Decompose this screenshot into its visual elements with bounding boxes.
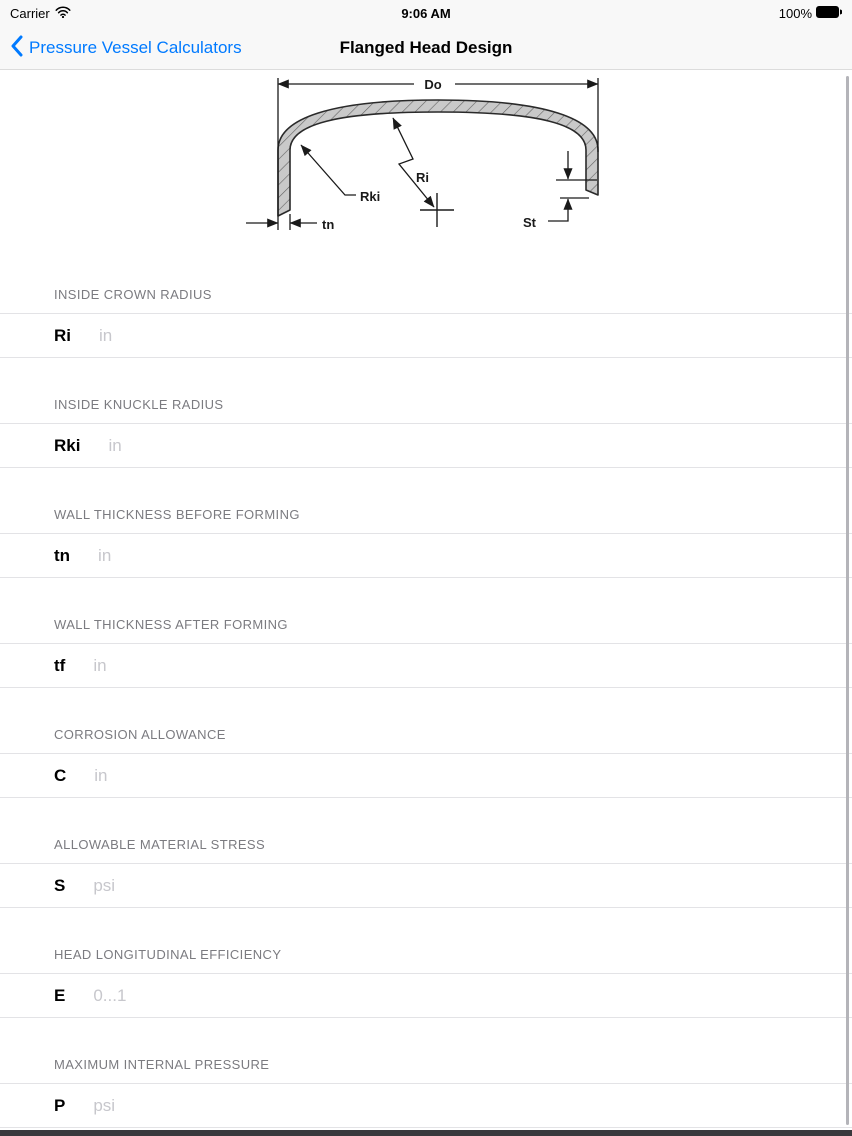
scrollbar[interactable]	[846, 76, 849, 1125]
field-symbol: tf	[54, 655, 66, 675]
field-input-p[interactable]	[93, 1096, 832, 1116]
field-input-rki[interactable]	[108, 436, 832, 456]
form	[0, 248, 852, 1128]
section-header: INSIDE KNUCKLE RADIUS	[0, 358, 852, 423]
section-header: WALL THICKNESS BEFORE FORMING	[0, 468, 852, 533]
status-bar	[0, 0, 852, 26]
field-symbol: C	[54, 765, 67, 785]
bottom-bar	[0, 1130, 852, 1136]
section-header: HEAD LONGITUDINAL EFFICIENCY	[0, 908, 852, 973]
field-symbol: Rki	[54, 435, 81, 455]
field-input-tn[interactable]	[98, 546, 832, 566]
form-section	[0, 1018, 852, 1128]
field-row-tf	[0, 643, 852, 688]
field-symbol: S	[54, 875, 66, 895]
field-input-tf[interactable]	[93, 656, 832, 676]
clock: 9:06 AM	[401, 5, 451, 21]
form-section	[0, 248, 852, 358]
form-section	[0, 578, 852, 688]
back-label: Pressure Vessel Calculators	[29, 38, 242, 57]
field-row-c	[0, 753, 852, 798]
field-symbol: Ri	[54, 325, 71, 345]
diagram-label-ri: Ri	[416, 170, 429, 185]
carrier-label: Carrier	[10, 5, 50, 21]
field-row-e	[0, 973, 852, 1018]
field-symbol: E	[54, 985, 66, 1005]
form-section	[0, 358, 852, 468]
form-section	[0, 468, 852, 578]
diagram-label-do: Do	[424, 77, 442, 92]
form-section	[0, 688, 852, 798]
field-row-p	[0, 1083, 852, 1128]
form-section	[0, 798, 852, 908]
head-diagram-svg	[245, 70, 615, 238]
head-shell	[278, 100, 598, 216]
field-row-rki	[0, 423, 852, 468]
section-header: CORROSION ALLOWANCE	[0, 688, 852, 753]
field-symbol: P	[54, 1095, 66, 1115]
field-symbol: tn	[54, 545, 71, 565]
field-input-c[interactable]	[94, 766, 832, 786]
nav-bar	[0, 26, 852, 70]
field-input-s[interactable]	[93, 876, 832, 896]
section-header: MAXIMUM INTERNAL PRESSURE	[0, 1018, 852, 1083]
diagram-label-tn: tn	[322, 217, 335, 232]
field-row-ri	[0, 313, 852, 358]
head-diagram	[0, 70, 852, 248]
section-header: ALLOWABLE MATERIAL STRESS	[0, 798, 852, 863]
form-section	[0, 908, 852, 1018]
diagram-label-st: St	[523, 215, 536, 230]
page-title: Flanged Head Design	[339, 38, 513, 57]
battery-percent: 100%	[778, 5, 812, 21]
section-header: WALL THICKNESS AFTER FORMING	[0, 578, 852, 643]
field-input-e[interactable]	[93, 986, 832, 1006]
field-row-s	[0, 863, 852, 908]
field-row-tn	[0, 533, 852, 578]
diagram-label-rki: Rki	[360, 189, 381, 204]
section-header: INSIDE CROWN RADIUS	[0, 248, 852, 313]
field-input-ri[interactable]	[99, 326, 832, 346]
